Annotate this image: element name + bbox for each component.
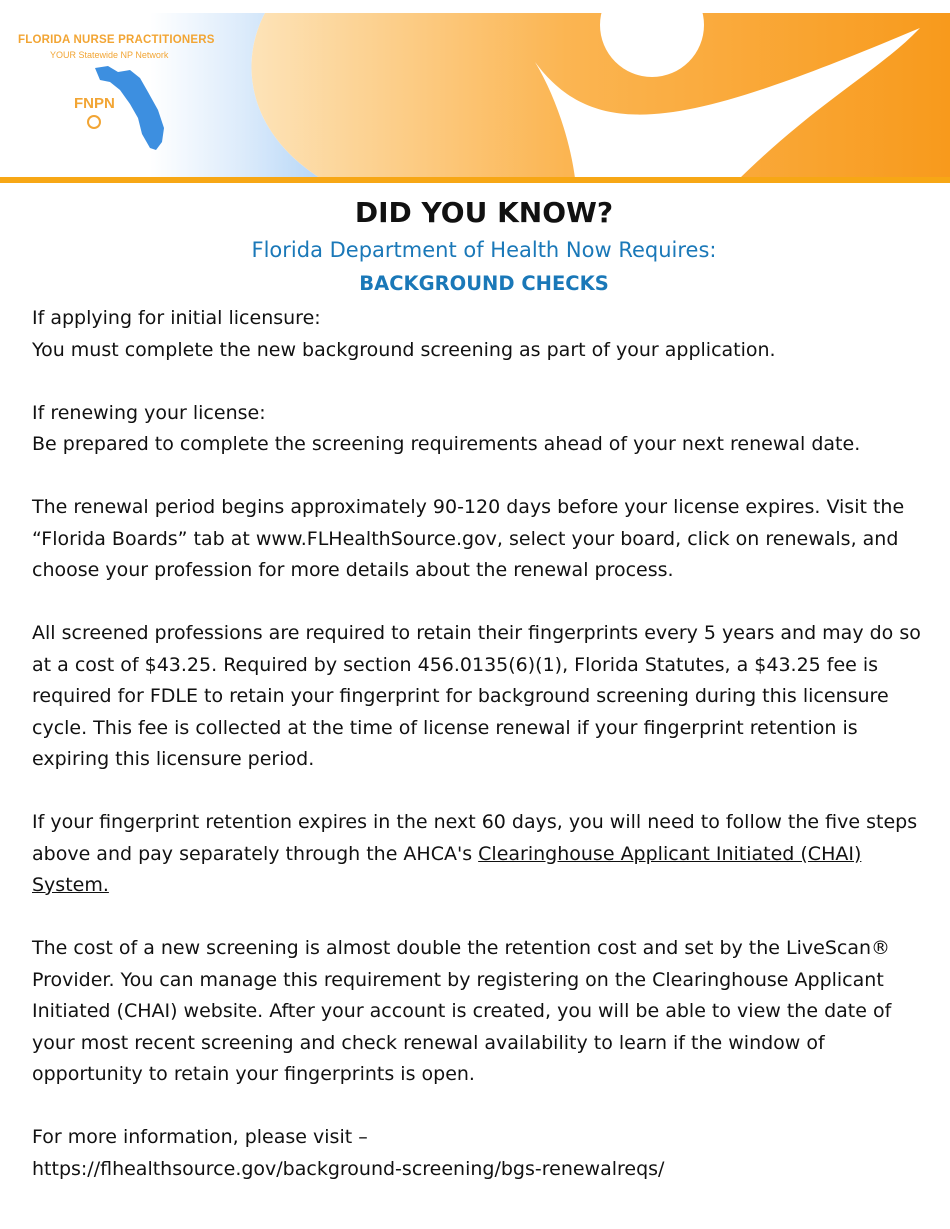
banner-graphic — [0, 0, 950, 185]
renew-text: Be prepared to complete the screening requirements ahead of your next renewal date. — [32, 433, 861, 455]
cost-paragraph: The cost of a new screening is almost double the retention cost and set by the LiveScan® Provider. You can manage this requirement by registering on the Clearinghouse Applicant Initiated (CHAI) website. After your account is created, you will be able to view the date of your most recent screening and check renewal availability to learn if the window of opportunity to retain your fingerprints is open. — [32, 937, 892, 1085]
info-url: https://flhealthsource.gov/background-screening/bgs-renewalreqs/ — [32, 1157, 665, 1180]
logo — [18, 34, 218, 60]
more-info-text: For more information, please visit – — [32, 1126, 368, 1148]
page-subtitle: Florida Department of Health Now Requires: — [251, 238, 717, 262]
header-banner — [0, 0, 950, 185]
expiry-text: If your fingerprint retention expires in the next 60 days, you will need to follow the five steps above and pay separately through the AHCA's — [32, 811, 918, 865]
initial-label: If applying for initial licensure: — [32, 307, 321, 329]
org-name: FLORIDA NURSE PRACTITIONERS — [18, 34, 215, 46]
topic-title: BACKGROUND CHECKS — [359, 272, 609, 295]
article-body — [32, 303, 932, 1217]
renewal-section — [32, 398, 932, 461]
more-info-paragraph — [32, 1122, 932, 1185]
page-title: DID YOU KNOW? — [354, 196, 614, 229]
initial-text: You must complete the new background screening as part of your application. — [32, 338, 776, 361]
fingerprint-paragraph: All screened professions are required to retain their fingerprints every 5 years and may do so at a cost of $43.25. Required by section 456.0135(6)(1), Florida Statutes, a $43.25 fee is required for FDLE to retain your fingerprint for background screening during this licensure cycle. This fee is collected at the time of license renewal if your fingerprint retention is expiring this licensure period. — [32, 622, 921, 770]
initial-licensure-section — [32, 303, 932, 366]
chai-system-link[interactable]: Clearinghouse Applicant Initiated (CHAI) System. — [32, 842, 862, 896]
renew-label: If renewing your license: — [32, 401, 266, 424]
org-tagline: YOUR Statewide NP Network — [50, 50, 169, 60]
renewal-period-paragraph: The renewal period begins approximately 90-120 days before your license expires. Visit the “Florida Boards” tab at www.FLHealthSource.gov, select your board, click on renewals, and choose your profession for more details about the renewal process. — [32, 496, 905, 581]
org-abbreviation: FNPN — [74, 95, 115, 112]
expiry-paragraph — [32, 807, 932, 902]
